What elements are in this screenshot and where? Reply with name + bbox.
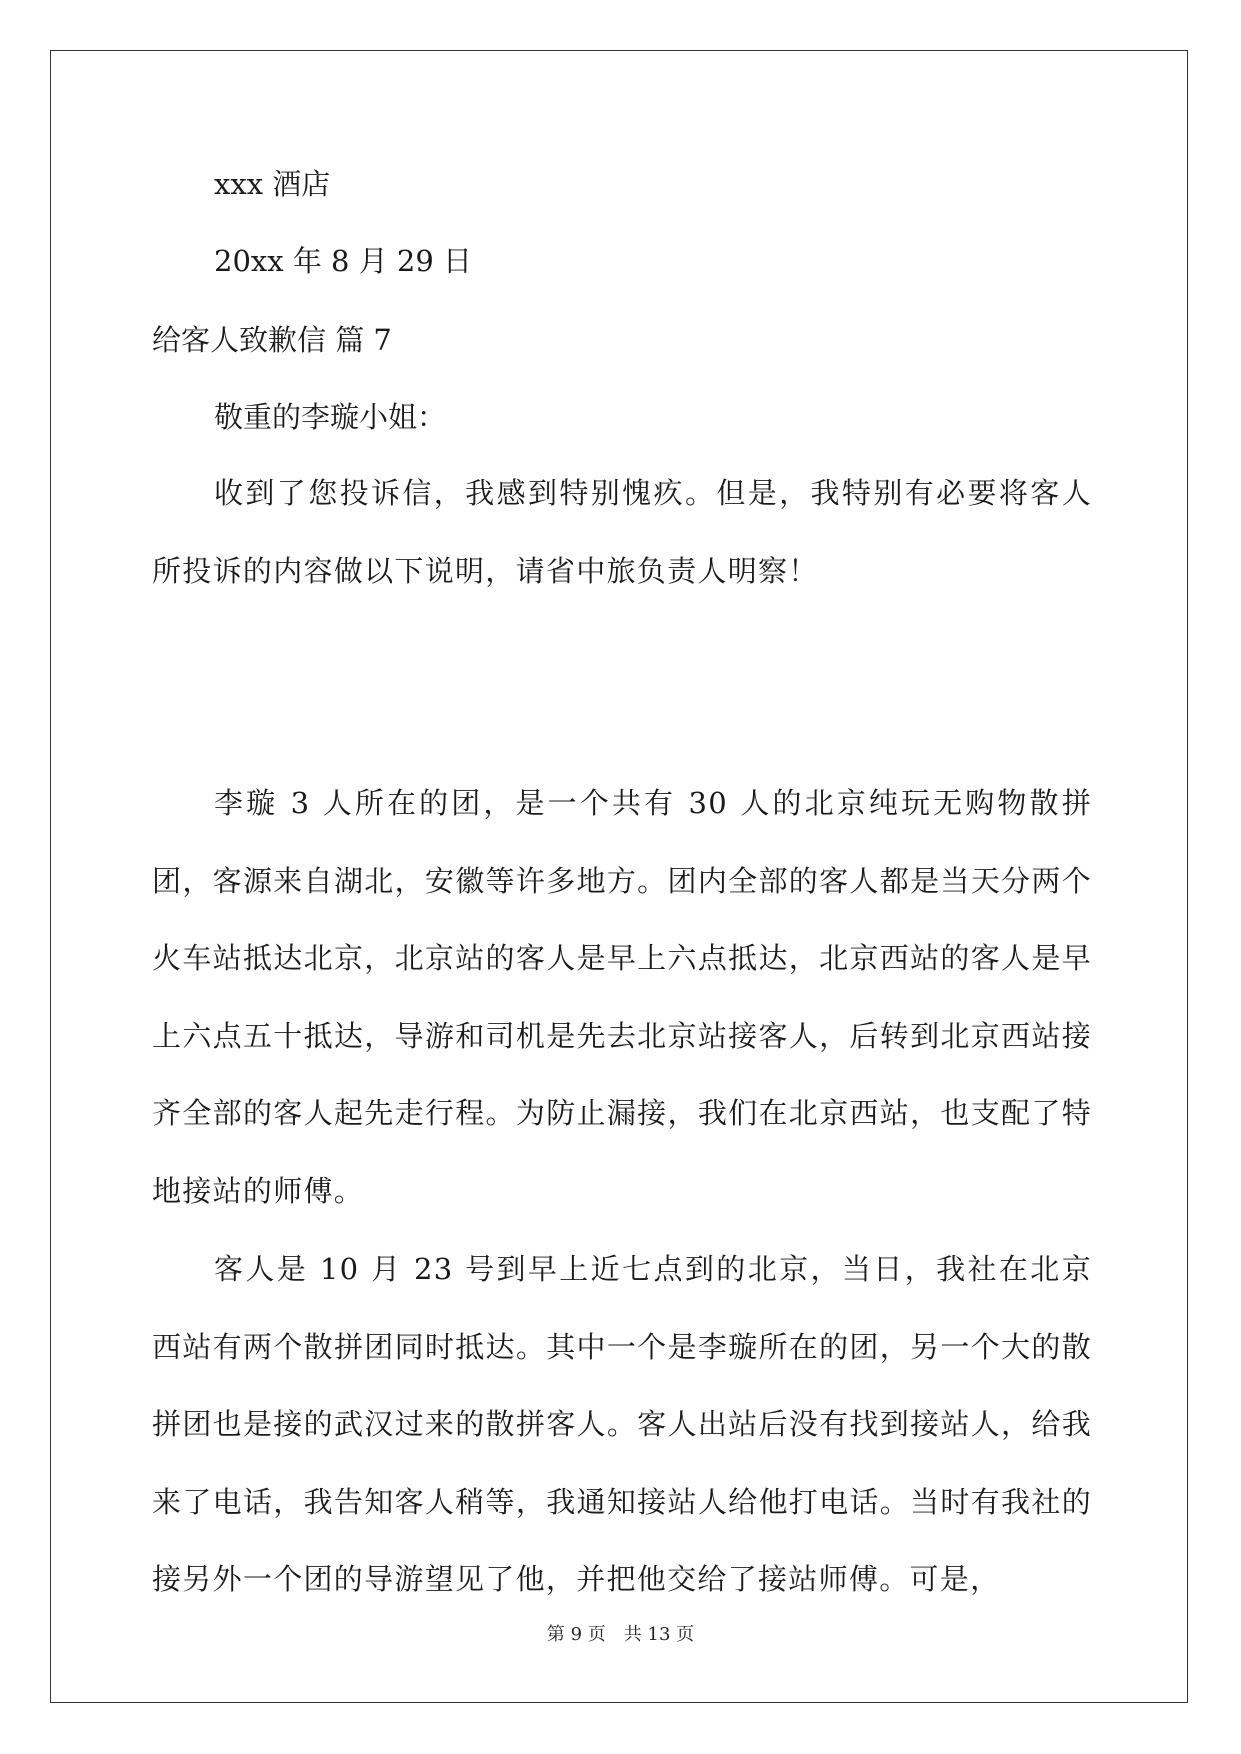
signature-name: xxx 酒店	[214, 167, 331, 201]
page-footer: 第 9 页 共 13 页	[546, 1624, 695, 1645]
paragraph-1: 收到了您投诉信，我感到特别愧疚。但是，我特别有必要将客人所投诉的内容做以下说明，请省中旅负责人明察！	[152, 476, 1092, 588]
signature-date: 20xx 年 8 月 29 日	[214, 244, 473, 278]
paragraph-3: 客人是 10 月 23 号到早上近七点到的北京，当日，我社在北京西站有两个散拼团同时抵达。其中一个是李璇所在的团，另一个大的散拼团也是接的武汉过来的散拼客人。客人出站后没有找到接站人，给我来了电话，我告知客人稍等，我通知接站人给他打电话。当时有我社的接另外一个团的导游望见了他，并把他交给了接站师傅。可是，	[152, 1252, 1092, 1596]
article-title: 给客人致歉信 篇 7	[152, 323, 392, 357]
paragraph-2: 李璇 3 人所在的团，是一个共有 30 人的北京纯玩无购物散拼团，客源来自湖北，安徽等许多地方。团内全部的客人都是当天分两个火车站抵达北京，北京站的客人是早上六点抵达，北京西站的客人是早上六点五十抵达，导游和司机是先去北京站接客人，后转到北京西站接齐全部的客人起先走行程。为防止漏接，我们在北京西站，也支配了特地接站的师傅。	[152, 786, 1092, 1208]
greeting: 敬重的李璇小姐：	[214, 400, 447, 434]
